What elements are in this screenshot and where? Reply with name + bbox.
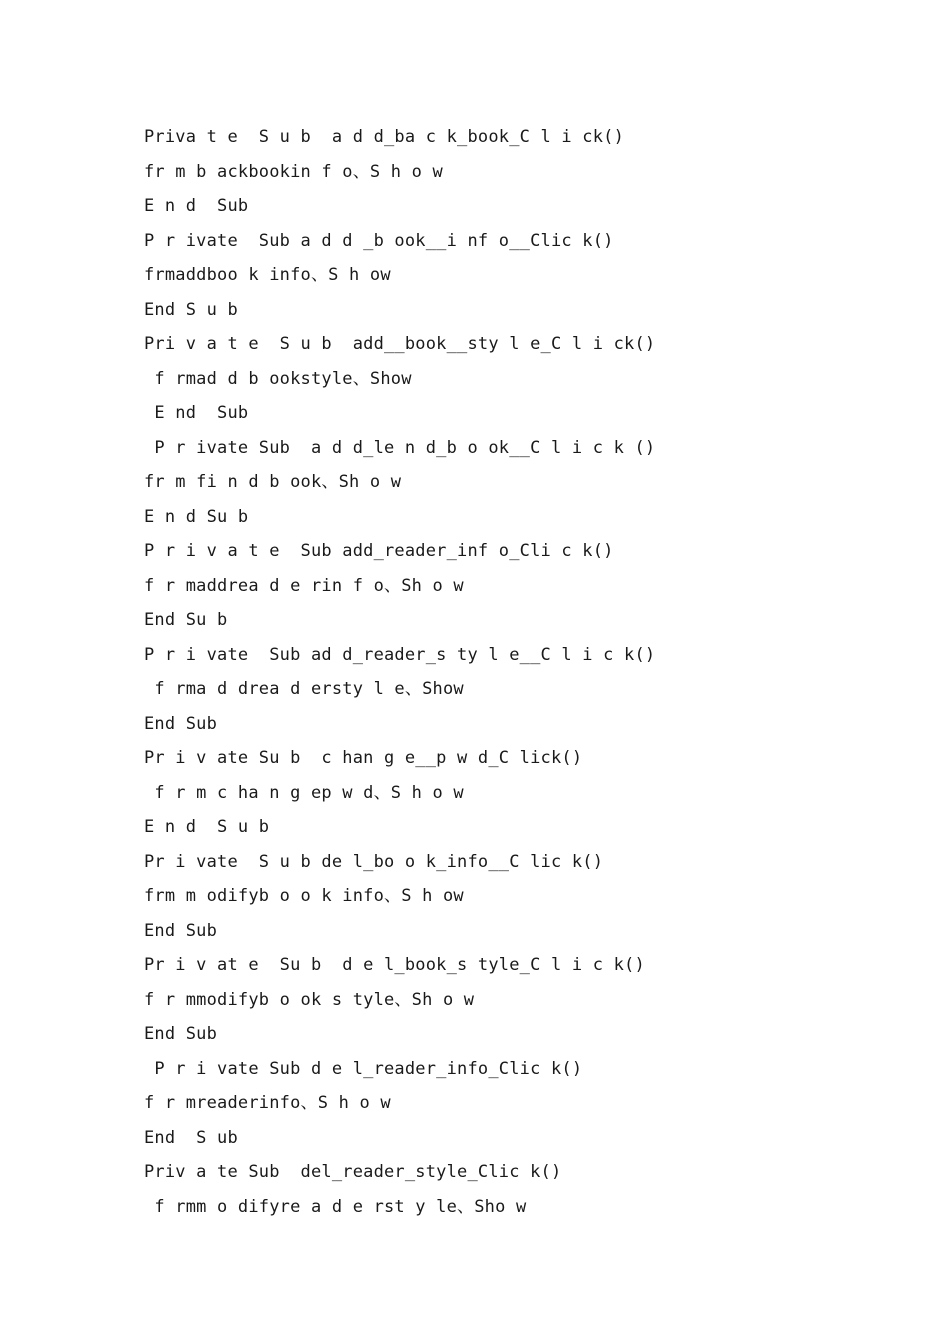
code-line: f r mmodifyb o ok s tyle、Sh o w: [144, 989, 475, 1010]
code-line: f rmm o difyre a d e rst y le、Sho w: [144, 1196, 527, 1217]
code-line: P r ivate Sub a d d_le n d_b o ok__C l i c k (): [144, 437, 656, 458]
code-line: P r ivate Sub a d d _b ook__i nf o__Clic k(): [144, 230, 614, 251]
code-line: frm m odifyb o o k info、S h ow: [144, 886, 464, 906]
code-line: End S u b: [144, 299, 238, 320]
code-line: Pr i v ate Su b c han g e__p w d_C lick(): [144, 748, 583, 768]
code-line: P r i v a t e Sub add_reader_inf o_Cli c k(): [144, 541, 614, 561]
code-line: Pr i vate S u b de l_bo o k_info__C lic k(): [144, 851, 604, 872]
code-line: f r maddrea d e rin f o、Sh o w: [144, 575, 464, 596]
code-line: P r i vate Sub d e l_reader_info_Clic k(): [144, 1058, 583, 1079]
code-line: Priva t e S u b a d d_ba c k_book_C l i ck(): [144, 127, 625, 147]
code-line: Priv a te Sub del_reader_style_Clic k(): [144, 1162, 562, 1182]
code-line: End Sub: [144, 1024, 218, 1044]
code-line: f r mreaderinfo、S h o w: [144, 1093, 391, 1113]
code-listing: [144, 120, 864, 1224]
code-line: fr m b ackbookin f o、S h o w: [144, 161, 443, 182]
code-line: Pr i v at e Su b d e l_book_s tyle_C l i c k(): [144, 955, 645, 975]
code-line: f rmad d b ookstyle、Show: [144, 368, 412, 389]
code-line: End Sub: [144, 920, 218, 941]
code-line: E n d Su b: [144, 506, 249, 527]
code-line: End S ub: [144, 1127, 238, 1148]
code-line: f rma d drea d ersty l e、Show: [144, 679, 464, 699]
code-line: E n d Sub: [144, 196, 249, 216]
code-line: f r m c ha n g ep w d、S h o w: [144, 782, 464, 803]
code-line: E nd Sub: [144, 403, 249, 423]
code-line: E n d S u b: [144, 817, 270, 837]
code-line: fr m fi n d b ook、Sh o w: [144, 472, 402, 492]
code-line: frmaddboo k info、S h ow: [144, 265, 391, 285]
code-line: Pri v a t e S u b add__book__sty l e_C l i ck(): [144, 334, 656, 354]
code-line: End Su b: [144, 610, 228, 630]
code-line: End Sub: [144, 713, 218, 734]
code-line: P r i vate Sub ad d_reader_s ty l e__C l i c k(): [144, 644, 656, 665]
